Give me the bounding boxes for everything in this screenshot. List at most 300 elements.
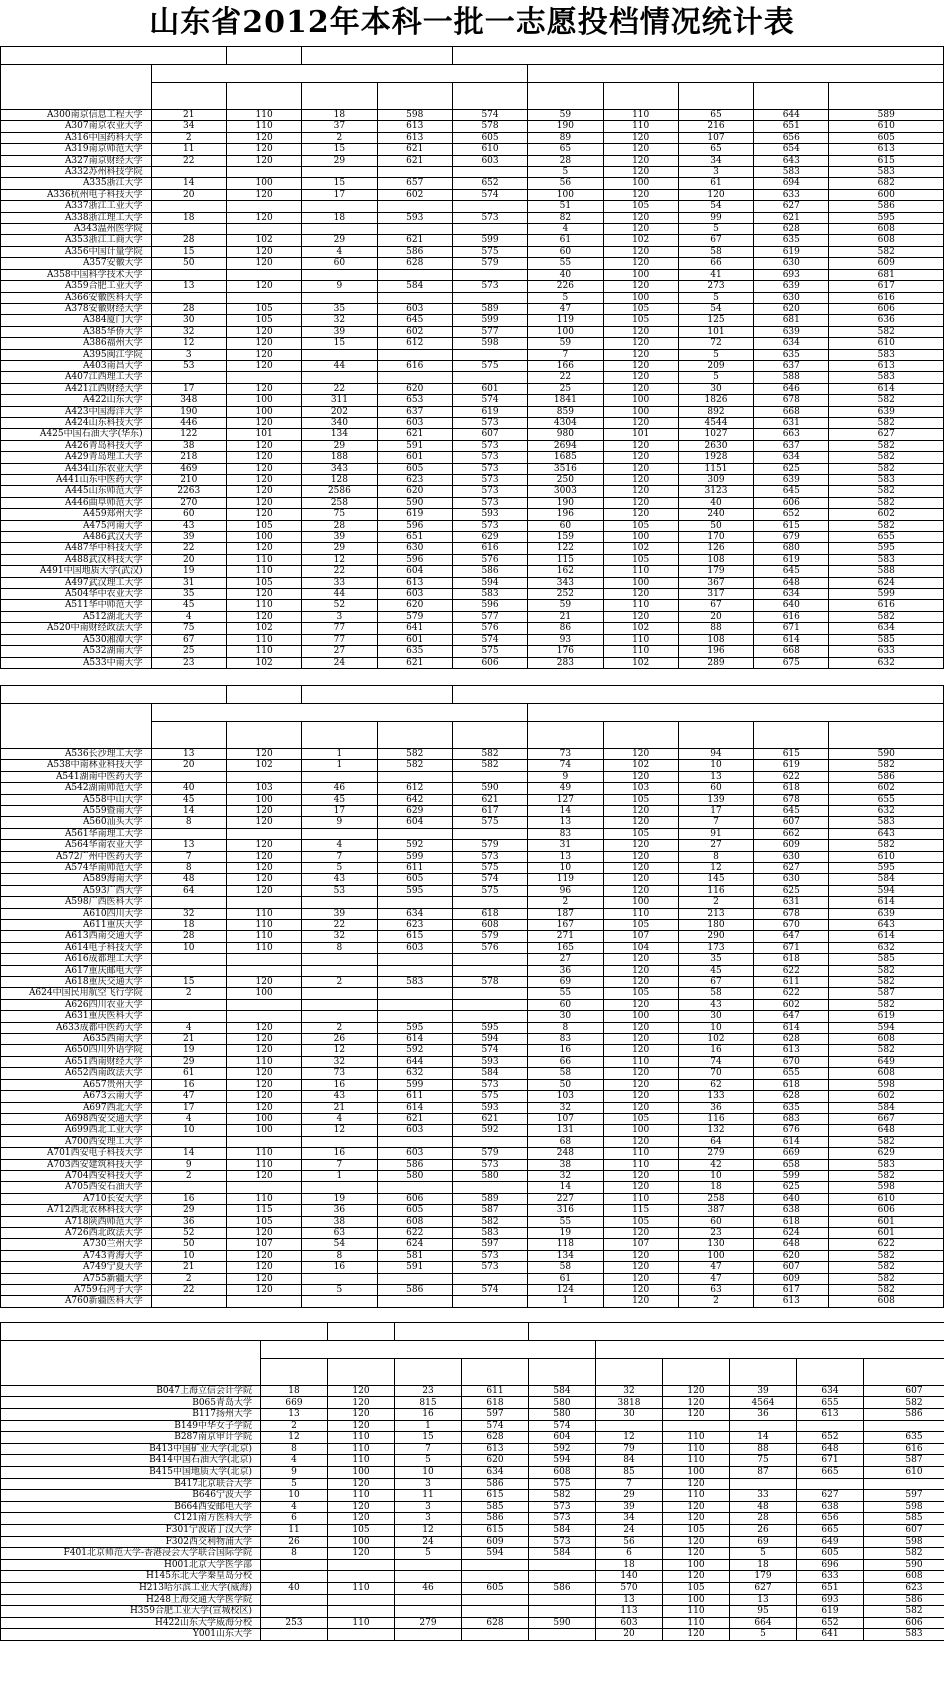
table-cell: 210 [151,475,226,486]
table-cell: 634 [797,1385,864,1397]
table-cell: 629 [452,532,527,543]
table-cell: 367 [678,577,753,588]
table-cell: 9 [302,281,377,292]
table-cell: 22 [528,372,603,383]
table-cell: 634 [754,452,829,463]
school-name: A593广西大学 [1,885,152,896]
column-header [754,721,829,748]
table-row [1,132,944,143]
table-cell: 579 [452,840,527,851]
table-cell [261,1606,328,1618]
batch-label [1,1322,328,1340]
header-blank [302,47,453,65]
table-cell: 26 [302,1034,377,1045]
table-cell [452,1011,527,1022]
table-cell [377,965,452,976]
table-cell: 5 [395,1548,462,1560]
table-cell: 100 [528,326,603,337]
table-cell: 576 [452,623,527,634]
table-cell: 593 [452,1102,527,1113]
table-row [1,623,944,634]
table-cell: 17 [302,805,377,816]
table-cell [452,292,527,303]
table-cell: 120 [226,1045,301,1056]
table-cell: 602 [829,509,944,520]
table-cell [377,1136,452,1147]
table-cell [226,292,301,303]
table-row [1,1513,944,1525]
table-cell: 77 [302,623,377,634]
table-cell: 603 [452,155,527,166]
table-cell: 120 [603,851,678,862]
table-cell: 601 [829,1227,944,1238]
table-cell [226,1296,301,1307]
table-cell [151,1011,226,1022]
table-cell: 103 [226,783,301,794]
table-cell: 16 [395,1409,462,1421]
table-row [1,212,944,223]
table-cell: 580 [377,1170,452,1181]
table-cell: 16 [302,1079,377,1090]
table-row [1,269,944,280]
table-cell: 605 [462,1582,529,1594]
table-cell: 63 [678,1285,753,1296]
school-name: F301宁波诺丁汉大学 [1,1524,261,1536]
table-cell: 120 [663,1397,730,1409]
table-cell: 77 [302,634,377,645]
table-cell: 32 [596,1385,663,1397]
table-cell: 596 [377,554,452,565]
table-cell: 665 [797,1524,864,1536]
table-cell: 637 [754,360,829,371]
table-cell: 107 [603,1239,678,1250]
table-cell: 15 [302,144,377,155]
school-name: B664西安邮电大学 [1,1501,261,1513]
table-cell: 279 [678,1148,753,1159]
table-cell: 120 [226,475,301,486]
table-row [1,121,944,132]
table-cell [730,1478,797,1490]
table-cell: 653 [377,395,452,406]
table-cell [151,965,226,976]
table-cell: 605 [377,463,452,474]
table-cell: 582 [829,452,944,463]
table-cell: 635 [864,1432,944,1444]
table-cell: 48 [730,1501,797,1513]
table-cell: 43 [151,520,226,531]
table-cell [596,1420,663,1432]
table-cell: 30 [596,1409,663,1421]
school-name: A300南京信息工程大学 [1,110,152,121]
table-cell: 671 [754,942,829,953]
table-row [1,1466,944,1478]
table-cell: 53 [302,885,377,896]
table-cell [302,965,377,976]
table-cell: 110 [226,1193,301,1204]
table-cell: 3 [395,1501,462,1513]
table-cell: 13 [151,748,226,759]
table-cell: 55 [528,988,603,999]
table-row [1,326,944,337]
table-cell: 613 [797,1409,864,1421]
table-cell: 107 [603,931,678,942]
table-cell: 40 [678,497,753,508]
table-cell: 582 [829,417,944,428]
table-cell: 66 [528,1056,603,1067]
table-cell: 632 [829,942,944,953]
school-name: A700西安理工大学 [1,1136,152,1147]
school-name: A616成都理工大学 [1,954,152,965]
table-cell: 120 [226,977,301,988]
table-cell: 8 [528,1022,603,1033]
table-cell: 580 [452,1170,527,1181]
table-cell: 120 [603,1022,678,1033]
table-cell [452,828,527,839]
school-name: A749宁夏大学 [1,1262,152,1273]
table-cell: 595 [377,1022,452,1033]
table-cell: 582 [529,1490,596,1502]
table-cell: 13 [730,1594,797,1606]
table-cell: 12 [596,1432,663,1444]
table-cell: 12 [302,1045,377,1056]
table-cell: 120 [603,1102,678,1113]
table-cell: 28 [528,155,603,166]
table-cell: 579 [452,931,527,942]
table-cell: 582 [829,965,944,976]
table-cell: 10 [151,942,226,953]
table-cell: 5 [261,1478,328,1490]
table-cell: 179 [678,566,753,577]
table-cell: 309 [678,475,753,486]
table-cell: 120 [603,1136,678,1147]
table-cell: 35 [302,303,377,314]
table-cell: 570 [596,1582,663,1594]
table-cell: 120 [603,1250,678,1261]
table-cell: 120 [603,862,678,873]
table-cell: 13 [678,771,753,782]
table-cell: 607 [452,429,527,440]
table-cell: 592 [377,1045,452,1056]
table-row [1,1559,944,1571]
table-cell: 573 [529,1501,596,1513]
table-cell: 120 [226,212,301,223]
table-row [1,349,944,360]
table-cell: 648 [797,1443,864,1455]
table-row [1,258,944,269]
table-cell: 621 [452,794,527,805]
table-cell: 594 [462,1548,529,1560]
table-cell: 18 [302,212,377,223]
table-cell: 637 [754,440,829,451]
table-cell: 13 [151,840,226,851]
table-cell: 609 [462,1536,529,1548]
table-cell: 6 [261,1513,328,1525]
table-cell [151,999,226,1010]
table-cell: 608 [829,235,944,246]
table-cell: 644 [754,110,829,121]
school-name: A429青岛理工大学 [1,452,152,463]
table-cell: 50 [151,1239,226,1250]
table-row [1,246,944,257]
table-cell: 120 [603,349,678,360]
school-name: A536长沙理工大学 [1,748,152,759]
table-cell: 892 [678,406,753,417]
table-cell: 100 [226,1113,301,1124]
table-cell: 611 [754,977,829,988]
table-cell [226,224,301,235]
table-cell: 120 [603,999,678,1010]
table-cell: 613 [754,1296,829,1307]
table-cell: 110 [226,566,301,577]
table-cell: 65 [678,110,753,121]
table-cell: 21 [151,1262,226,1273]
table-cell: 584 [829,874,944,885]
table-cell: 610 [829,121,944,132]
table-cell: 91 [678,828,753,839]
column-header [377,83,452,110]
table-cell: 4 [151,611,226,622]
table-cell [261,1571,328,1583]
table-cell: 583 [829,554,944,565]
table-cell: 610 [829,1193,944,1204]
table-cell: 601 [377,452,452,463]
table-cell: 55 [528,258,603,269]
table-cell: 586 [829,201,944,212]
table-row [1,1170,944,1181]
table-row [1,828,944,839]
table-cell: 105 [226,520,301,531]
table-cell: 624 [829,577,944,588]
table-cell: 579 [452,258,527,269]
table-cell: 606 [864,1617,944,1629]
table-row [1,417,944,428]
table-cell: 12 [678,862,753,873]
table-cell: 100 [603,897,678,908]
table-cell: 599 [829,589,944,600]
school-name: A618重庆交通大学 [1,977,152,988]
table-cell: 60 [302,258,377,269]
table-cell: 694 [754,178,829,189]
table-cell [302,771,377,782]
school-name: A332苏州科技学院 [1,167,152,178]
table-cell: 21 [302,1102,377,1113]
table-cell: 110 [603,600,678,611]
table-cell: 2 [302,132,377,143]
table-cell: 120 [663,1501,730,1513]
table-cell [328,1594,395,1606]
school-name: H359合肥工业大学(宣城校区) [1,1606,261,1618]
table-cell: 30 [678,383,753,394]
table-cell: 60 [678,1216,753,1227]
table-cell: 28 [730,1513,797,1525]
table-cell [302,1011,377,1022]
table-cell: 815 [395,1397,462,1409]
table-cell: 343 [302,463,377,474]
table-cell: 73 [528,748,603,759]
table-cell: 38 [528,1159,603,1170]
table-cell: 202 [302,406,377,417]
table-cell: 110 [226,908,301,919]
table-cell: 100 [678,1250,753,1261]
table-cell: 696 [797,1559,864,1571]
table-cell: 582 [829,1250,944,1261]
table-cell: 675 [754,657,829,668]
table-row [1,817,944,828]
table-gap [0,669,944,685]
table-cell: 15 [151,977,226,988]
header-blank [328,1322,395,1340]
table-cell: 120 [603,326,678,337]
table-cell: 87 [730,1466,797,1478]
table-cell: 610 [829,338,944,349]
table-cell: 100 [226,395,301,406]
table-cell: 100 [226,532,301,543]
table-cell: 575 [452,360,527,371]
table-cell: 590 [452,783,527,794]
table-cell: 99 [678,212,753,223]
table-cell: 105 [663,1524,730,1536]
table-cell: 65 [528,144,603,155]
table-cell [302,1136,377,1147]
table-cell: 15 [395,1432,462,1444]
table-cell: 18 [302,110,377,121]
table-cell: 607 [864,1524,944,1536]
table-cell: 608 [452,920,527,931]
table-cell: 625 [754,1182,829,1193]
table-cell: 59 [528,338,603,349]
table-cell: 636 [829,315,944,326]
table-cell: 577 [452,611,527,622]
table-cell: 120 [603,1091,678,1102]
table-cell: 582 [829,1170,944,1181]
like-header [528,65,944,83]
table-cell: 29 [151,1056,226,1067]
table-cell: 23 [678,1227,753,1238]
table-cell: 17 [302,189,377,200]
table-cell [377,1011,452,1022]
table-cell: 611 [462,1385,529,1397]
table-cell: 573 [452,851,527,862]
column-header [663,1358,730,1385]
table-cell: 623 [864,1582,944,1594]
table-cell: 5 [730,1629,797,1641]
school-name: A343温州医学院 [1,224,152,235]
table-cell: 632 [377,1068,452,1079]
table-cell: 606 [829,303,944,314]
table-cell [151,1136,226,1147]
table-cell: 576 [452,942,527,953]
table-cell: 118 [528,1239,603,1250]
table-cell: 648 [754,1239,829,1250]
table-cell: 110 [226,1148,301,1159]
table-cell: 36 [302,1205,377,1216]
like-header [528,703,944,721]
table-cell: 595 [829,543,944,554]
table-cell: 627 [829,429,944,440]
table-cell: 627 [754,862,829,873]
table-cell: 614 [829,931,944,942]
table-cell: 582 [829,395,944,406]
table-cell: 58 [528,1262,603,1273]
school-name: A558中山大学 [1,794,152,805]
table-cell: 574 [452,874,527,885]
table-cell: 49 [528,783,603,794]
table-cell: 662 [754,828,829,839]
school-name: A651西南财经大学 [1,1056,152,1067]
table-cell: 582 [829,463,944,474]
school-name: A512湖北大学 [1,611,152,622]
table-cell: 120 [226,1102,301,1113]
school-name: A441山东中医药大学 [1,475,152,486]
school-name: A561华南理工大学 [1,828,152,839]
table-row [1,315,944,326]
table-cell: 105 [226,1216,301,1227]
table-row [1,1432,944,1444]
table-cell: 120 [226,132,301,143]
table-cell: 102 [678,1034,753,1045]
table-cell: 100 [663,1559,730,1571]
table-cell: 120 [603,1034,678,1045]
table-cell: 589 [452,1193,527,1204]
table-cell [452,1296,527,1307]
table-cell: 20 [151,554,226,565]
table-cell: 110 [603,1056,678,1067]
table-cell: 83 [528,828,603,839]
table-row [1,1125,944,1136]
school-name: H213哈尔滨工业大学(威海) [1,1582,261,1594]
table-cell: 120 [226,840,301,851]
table-cell: 40 [528,269,603,280]
table-cell: 619 [797,1606,864,1618]
table-cell: 586 [462,1513,529,1525]
table-cell [377,1182,452,1193]
table-cell: 120 [603,1273,678,1284]
table-cell: 583 [452,589,527,600]
table-cell: 15 [302,338,377,349]
school-name: F302西交利物浦大学 [1,1536,261,1548]
table-cell: 42 [678,1159,753,1170]
table-cell: 602 [829,783,944,794]
table-cell: 100 [226,178,301,189]
school-name: A356中国计量学院 [1,246,152,257]
table-cell: 10 [261,1490,328,1502]
table-cell: 94 [678,748,753,759]
table-cell [377,224,452,235]
table-cell: 630 [754,851,829,862]
table-cell: 582 [829,999,944,1010]
table-cell: 100 [603,292,678,303]
table-cell [395,1629,462,1641]
table-cell: 116 [678,1113,753,1124]
table-cell: 2 [151,988,226,999]
table-cell: 8 [302,1250,377,1261]
table-cell: 582 [829,1273,944,1284]
table-cell: 584 [829,1102,944,1113]
table-cell [261,1629,328,1641]
table-cell: 45 [151,794,226,805]
table-cell: 5 [395,1455,462,1467]
table-cell: 54 [678,303,753,314]
table-cell: 634 [754,338,829,349]
table-cell: 624 [377,1239,452,1250]
table-cell: 120 [226,360,301,371]
table-cell: 120 [226,1262,301,1273]
table-cell: 598 [829,1079,944,1090]
table-cell: 586 [462,1478,529,1490]
table-cell: 22 [302,383,377,394]
table-cell: 105 [603,1216,678,1227]
table-cell: 51 [528,201,603,212]
